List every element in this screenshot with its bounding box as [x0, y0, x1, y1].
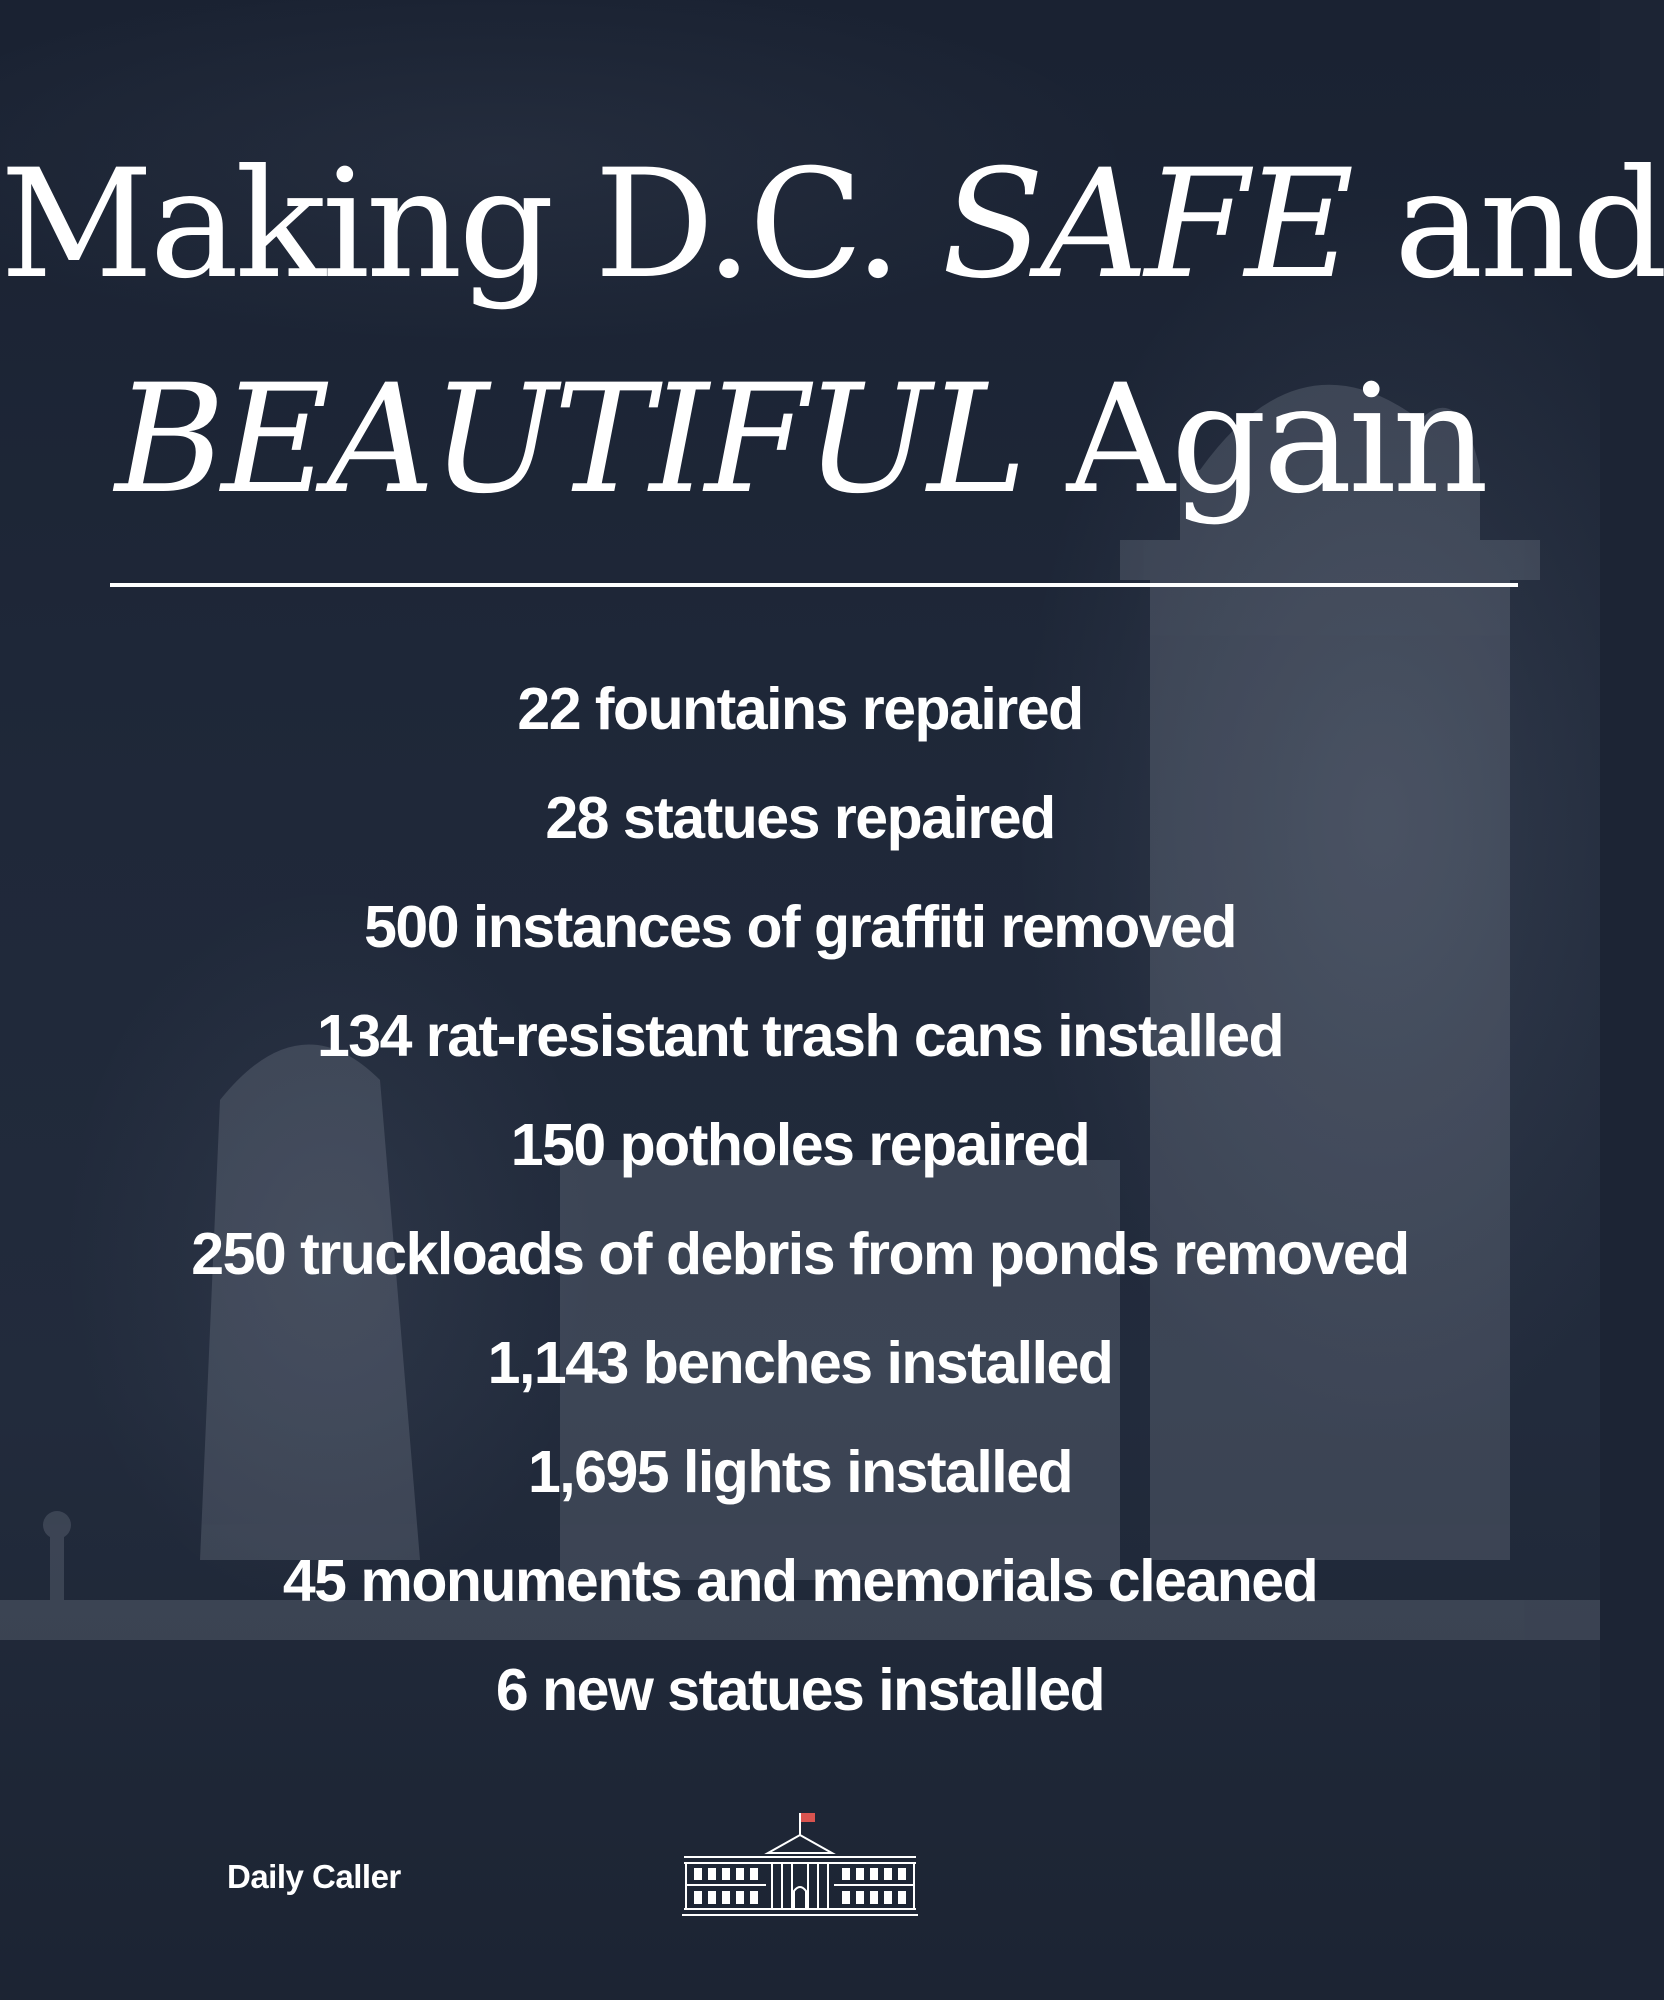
stat-item: 6 new statues installed	[495, 1657, 1105, 1723]
title-text: and	[1350, 138, 1664, 312]
stat-item: 45 monuments and memorials cleaned	[282, 1548, 1318, 1614]
stat-item: 28 statues repaired	[545, 785, 1055, 851]
stat-item: 1,695 lights installed	[527, 1439, 1073, 1505]
title-line-2	[0, 353, 1600, 527]
stats-list	[0, 655, 1600, 1745]
source-credit: Daily Caller	[227, 1858, 401, 1895]
title-text: Again	[1022, 353, 1485, 527]
stat-item: 500 instances of graffiti removed	[364, 894, 1236, 960]
title-emphasis-safe: SAFE	[941, 138, 1351, 312]
stat-item: 22 fountains repaired	[517, 676, 1083, 742]
title-text: Making D.C.	[0, 138, 942, 312]
title-divider	[110, 583, 1518, 587]
stat-item: 250 truckloads of debris from ponds removed	[191, 1221, 1409, 1287]
stat-item: 134 rat-resistant trash cans installed	[316, 1003, 1284, 1069]
stat-item: 1,143 benches installed	[487, 1330, 1113, 1396]
white-house-icon	[680, 1805, 920, 1920]
title-line-1	[0, 138, 1664, 312]
title-emphasis-beautiful: BEAUTIFUL	[115, 353, 1023, 527]
stat-item: 150 potholes repaired	[510, 1112, 1090, 1178]
